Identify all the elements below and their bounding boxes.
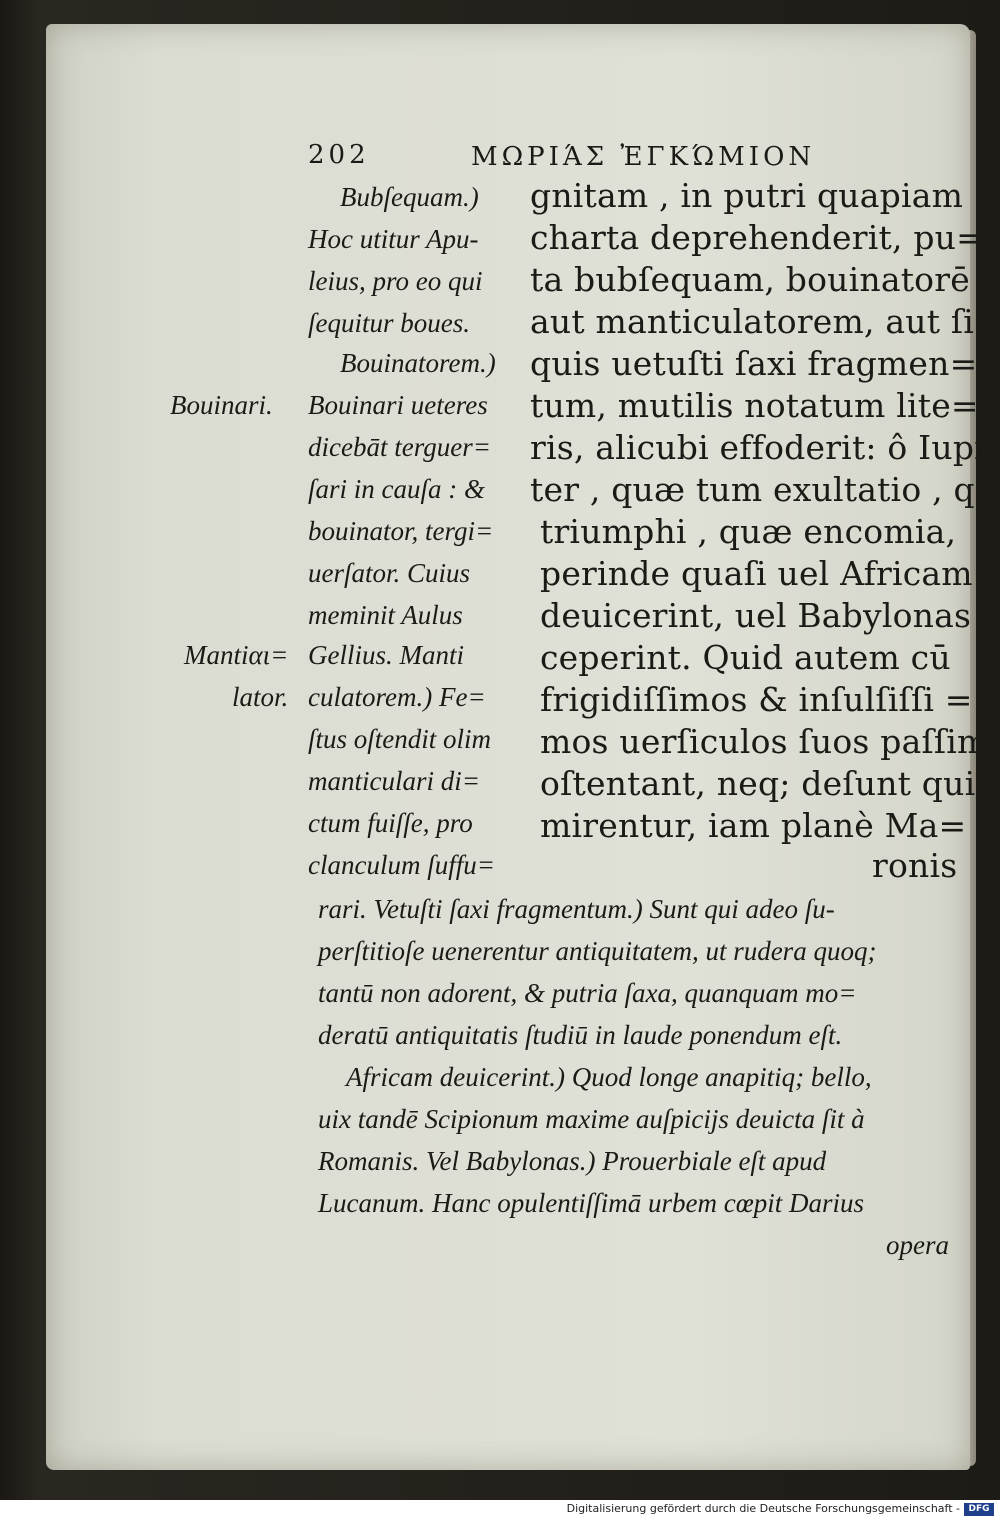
main-text-line: perinde quaſi uel Africam	[540, 554, 973, 593]
commentary-line: leius, pro eo qui	[308, 266, 483, 296]
page-number: 202	[308, 140, 370, 170]
main-text-line: mirentur, iam planè Ma=	[540, 806, 967, 845]
main-text-line: ter , quæ tum exultatio , q	[530, 470, 975, 509]
main-text-line: mos uerſiculos ſuos paſſim	[540, 722, 989, 761]
dfg-logo: DFG	[964, 1503, 994, 1516]
margin-note-lator: lator.	[232, 682, 289, 712]
main-text-line: quis uetuſti ſaxi fragmen=	[530, 344, 978, 383]
main-text-line: gnitam , in putri quapiam	[530, 176, 964, 215]
commentary-line: dicebāt terguer=	[308, 432, 491, 462]
main-text-line: deuicerint, uel Babylonas	[540, 596, 972, 635]
commentary-line: ctum fuiſſe, pro	[308, 808, 473, 838]
commentary-full-line: uix tandē Scipionum maxime auſpicijs deuicta ſit à	[318, 1104, 865, 1134]
main-text-line: ris, alicubi effoderit: ô Iupi	[530, 428, 985, 467]
commentary-line: culatorem.) Fe=	[308, 682, 486, 712]
main-text-line: aut manticulatorem, aut ſi	[530, 302, 975, 341]
commentary-full-line: Africam deuicerint.) Quod longe anapitiq; bello,	[346, 1062, 872, 1092]
footer-credit: Digitalisierung gefördert durch die Deutsche Forschungsgemeinschaft -	[566, 1502, 960, 1515]
main-text-line: oſtentant, neq; deſunt qui	[540, 764, 976, 803]
commentary-line: uerſator. Cuius	[308, 558, 471, 588]
commentary-line: Bouinatorem.)	[340, 348, 496, 378]
commentary-line: manticulari di=	[308, 766, 480, 796]
commentary-full-line: tantū non adorent, & putria ſaxa, quanquam mo=	[318, 978, 857, 1008]
main-text-line: triumphi , quæ encomia,	[540, 512, 957, 551]
main-text-line: ceperint. Quid autem cū	[540, 638, 951, 677]
commentary-full-line: deratū antiquitatis ſtudiū in laude ponendum eſt.	[318, 1020, 843, 1050]
commentary-full-line: Lucanum. Hanc opulentiſſimā urbem cœpit Darius	[318, 1188, 864, 1218]
commentary-line: ſequitur boues.	[308, 308, 470, 338]
commentary-line: bouinator, tergi=	[308, 516, 494, 546]
commentary-full-line: perſtitioſe uenerentur antiquitatem, ut rudera quoq;	[318, 936, 877, 966]
main-text-line: ta bubſequam, bouinatorē	[530, 260, 970, 299]
margin-note-mantic: Mantiαι=	[184, 640, 289, 670]
commentary-line: meminit Aulus	[308, 600, 463, 630]
margin-note-bouinari: Bouinari.	[170, 390, 273, 420]
commentary-full-line: Romanis. Vel Babylonas.) Prouerbiale eſt apud	[318, 1146, 827, 1176]
commentary-line: ſari in cauſa : &	[308, 474, 485, 504]
main-text-line: frigidiſſimos & inſulſiſſi =	[540, 680, 973, 719]
running-title: ΜΩΡΙΆΣ ἘΓΚΏΜΙΟΝ	[471, 142, 816, 172]
commentary-line: Bouinari ueteres	[308, 390, 488, 420]
commentary-line: Gellius. Manti	[308, 640, 464, 670]
main-text-line: tum, mutilis notatum lite=	[530, 386, 979, 425]
digitization-footer	[0, 1500, 1000, 1520]
commentary-full-line: rari. Vetuſti ſaxi fragmentum.) Sunt qui adeo ſu-	[318, 894, 835, 924]
catchword: opera	[886, 1230, 949, 1260]
book-page	[46, 24, 989, 1470]
commentary-line: ſtus oſtendit olim	[308, 724, 492, 754]
commentary-line: Hoc utitur Apu-	[308, 224, 479, 254]
commentary-line: Bubſequam.)	[340, 182, 479, 212]
main-text-line: charta deprehenderit, pu=	[530, 218, 984, 257]
commentary-line: clanculum ſuffu=	[308, 850, 495, 880]
main-text-line: ronis	[872, 846, 958, 885]
